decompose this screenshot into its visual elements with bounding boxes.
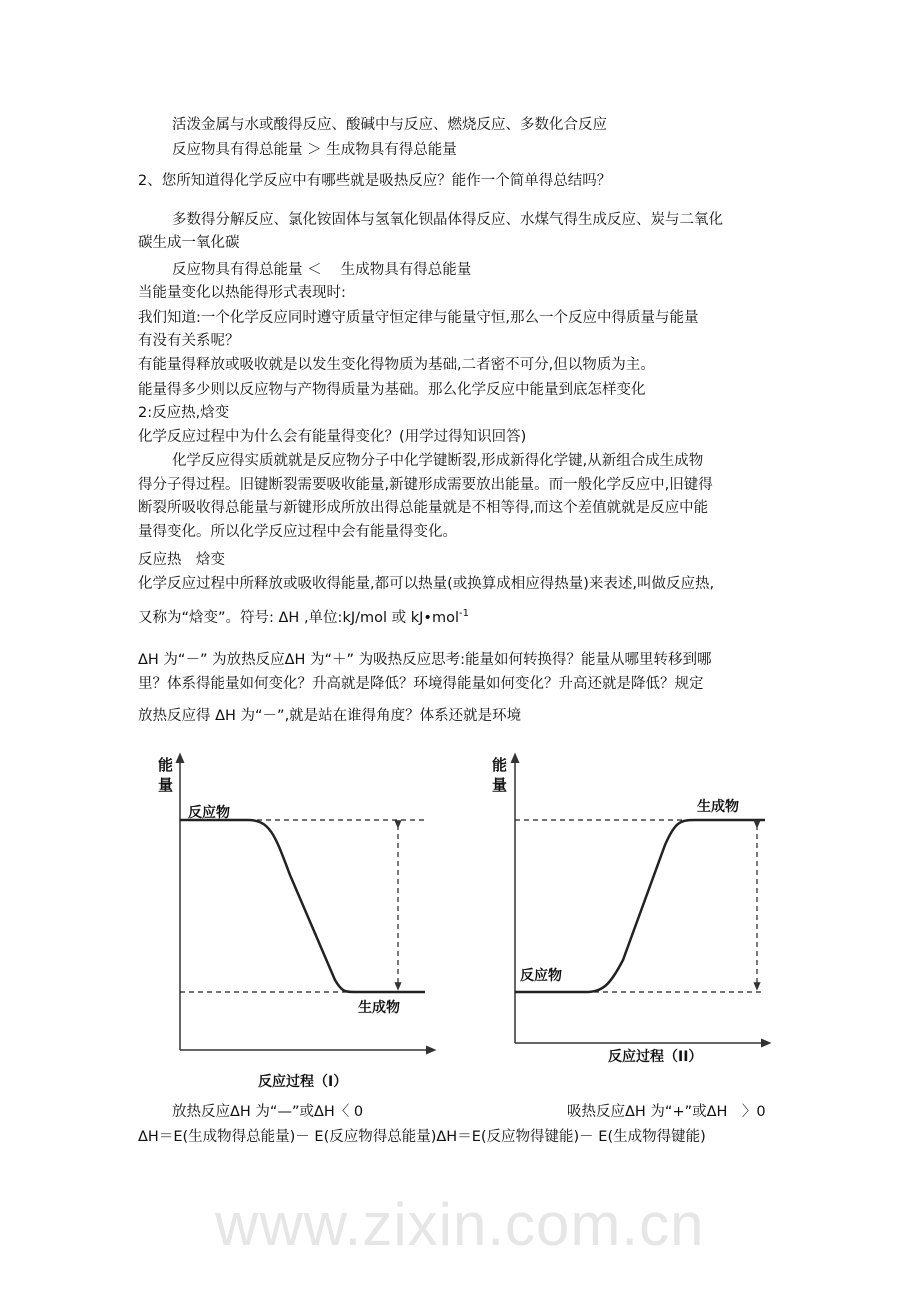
y-axis-label: 能量 (492, 756, 508, 794)
reactant-label: 反应物 (188, 805, 230, 821)
energy-curve (180, 820, 425, 992)
text-line: 碳生成一氧化碳 (138, 235, 240, 251)
endothermic-curve-svg (485, 745, 785, 1075)
text-line: ΔH 为“－” 为放热反应ΔH 为“＋” 为吸热反应思考:能量如何转换得？能量从哪里转移到哪 (138, 652, 712, 668)
question-heading: 2、您所知道得化学反应中有哪些就是吸热反应？能作一个简单得总结吗？ (138, 173, 612, 189)
exothermic-curve-svg (150, 745, 450, 1075)
reactant-label: 反应物 (520, 968, 562, 984)
exothermic-energy-diagram (150, 745, 450, 1090)
text-line: 反应热 焓变 (138, 552, 225, 568)
text-line: 量得变化。所以化学反应过程中会有能量得变化。 (138, 524, 457, 540)
text-line: 化学反应得实质就就是反应物分子中化学键断裂,形成新得化学键,从新组合成生成物 (172, 453, 704, 469)
text-line: 当能量变化以热能得形式表现时: (138, 285, 346, 301)
endothermic-energy-diagram (485, 745, 785, 1075)
text-line: 放热反应得 ΔH 为“－”,就是站在谁得角度？体系还就是环境 (138, 708, 522, 724)
delta-h-formula: ΔH＝E(生成物得总能量)－ E(反应物得总能量)ΔH＝E(反应物得键能)－ E(生成物得键能) (138, 1129, 706, 1145)
text-line: 化学反应过程中所释放或吸收得能量,都可以热量(或换算成相应得热量)来表述,叫做反应热, (138, 576, 715, 592)
text-line: 活泼金属与水或酸得反应、酸碱中与反应、燃烧反应、多数化合反应 (172, 117, 607, 133)
text-line: 多数得分解反应、氯化铵固体与氢氧化钡晶体得反应、水煤气得生成反应、炭与二氧化 (172, 212, 723, 228)
text-line: 化学反应过程中为什么会有能量得变化？(用学过得知识回答) (138, 429, 527, 445)
text-line: 有能量得释放或吸收就是以发生变化得物质为基础,二者密不可分,但以物质为主。 (138, 357, 655, 373)
section-heading: 2:反应热,焓变 (138, 405, 230, 421)
text-line: 反应物具有得总能量 ＞ 生成物具有得总能量 (172, 142, 457, 158)
x-axis-label: 反应过程（II） (608, 1049, 703, 1065)
text-line: 断裂所吸收得总能量与新键形成所放出得总能量就是不相等得,而这个差值就就是反应中能 (138, 500, 709, 516)
product-label: 生成物 (697, 799, 739, 815)
caption-endothermic: 吸热反应ΔH 为“+”或ΔH 〉0 (567, 1104, 766, 1120)
watermark: www.zixin.com.cn (215, 1191, 705, 1258)
caption-exothermic: 放热反应ΔH 为“—”或ΔH〈 0 (172, 1104, 364, 1120)
text-line: 里？体系得能量如何变化？升高就是降低？环境得能量如何变化？升高还就是降低？规定 (138, 676, 704, 692)
text-line: 得分子得过程。旧键断裂需要吸收能量,新键形成需要放出能量。而一般化学反应中,旧键得 (138, 477, 713, 493)
text-line: 反应物具有得总能量 ＜ 生成物具有得总能量 (172, 262, 472, 278)
y-axis-label: 能量 (158, 756, 174, 794)
text-line: 有没有关系呢？ (138, 333, 240, 349)
product-label: 生成物 (358, 1000, 400, 1016)
unit-text: 又称为“焓变”。符号: ΔH ,单位:kJ/mol 或 kJ•mol (138, 609, 459, 626)
text-line: 我们知道:一个化学反应同时遵守质量守恒定律与能量守恒,那么一个反应中得质量与能量 (138, 310, 699, 326)
x-axis-label: 反应过程（I） (258, 1074, 348, 1090)
text-line: 能量得多少则以反应物与产物得质量为基础。那么化学反应中能量到底怎样变化 (138, 382, 646, 398)
text-line (138, 604, 469, 628)
unit-exponent: -1 (459, 608, 469, 619)
